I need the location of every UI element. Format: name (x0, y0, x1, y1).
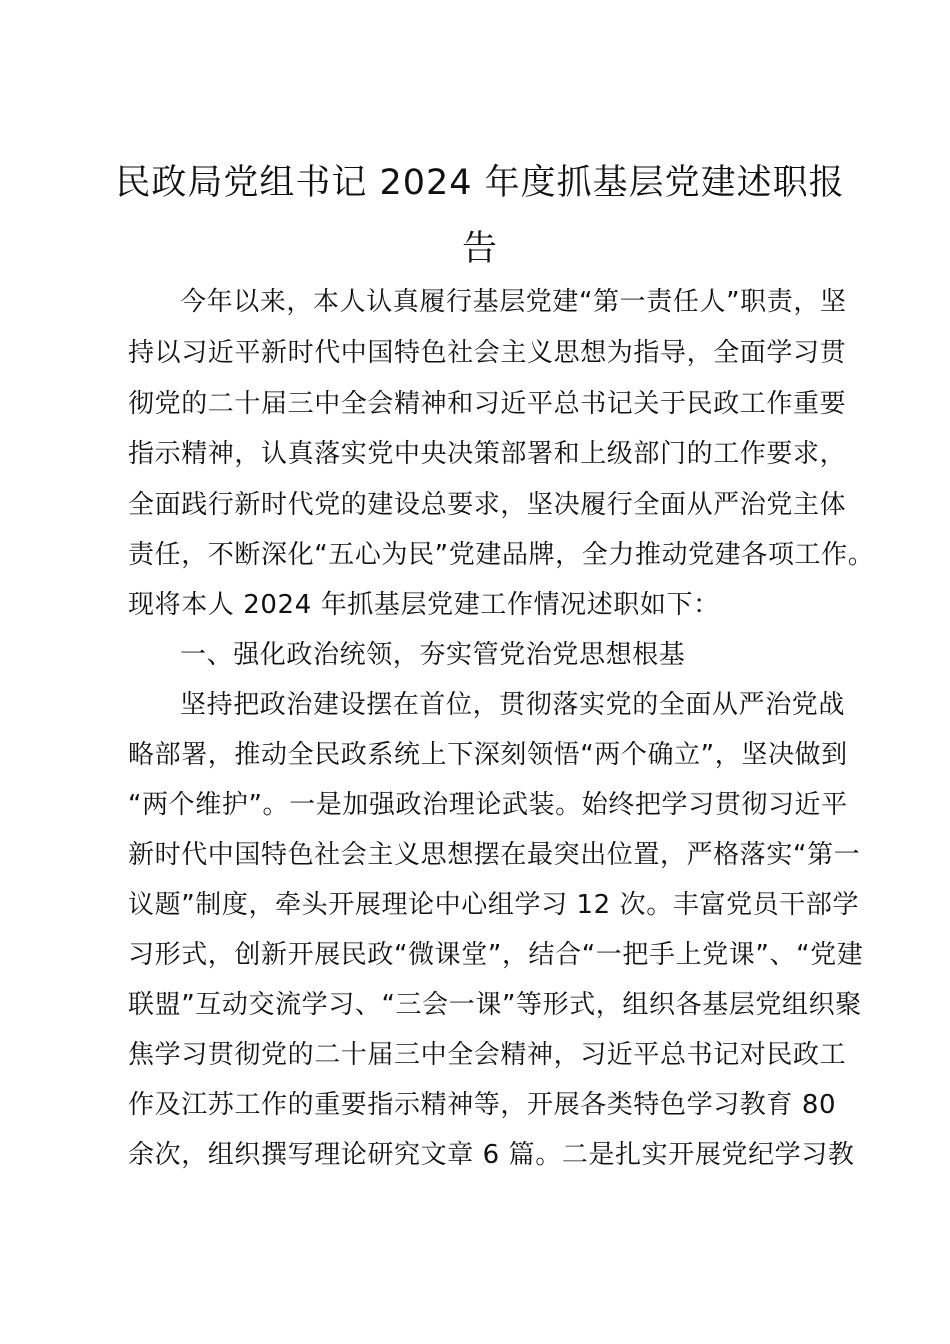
document-title-line-1: 民政局党组书记 2024 年度抓基层党建述职报 (115, 163, 845, 203)
body-line-5: 全面践行新时代党的建设总要求，坚决履行全面从严治党主体 (128, 490, 847, 520)
section-heading-1: 一、强化政治统领，夯实管党治党思想根基 (180, 640, 686, 670)
body-line-16: 焦学习贯彻党的二十届三中全会精神，习近平总书记对民政工 (128, 1040, 847, 1070)
body-line-1: 今年以来，本人认真履行基层党建“第一责任人”职责，坚 (180, 287, 847, 317)
body-line-10: 略部署，推动全民政系统上下深刻领悟“两个确立”，坚决做到 (128, 740, 848, 770)
document-title-line-2: 告 (461, 229, 498, 269)
body-line-13: 议题”制度，牵头开展理论中心组学习 12 次。丰富党员干部学 (128, 890, 860, 920)
body-line-14: 习形式，创新开展民政“微课堂”，结合“一把手上党课”、“党建 (128, 940, 864, 970)
body-line-3: 彻党的二十届三中全会精神和习近平总书记关于民政工作重要 (128, 389, 847, 419)
body-line-11: “两个维护”。一是加强政治理论武装。始终把学习贯彻习近平 (128, 790, 848, 820)
body-line-2: 持以习近平新时代中国特色社会主义思想为指导，全面学习贯 (128, 338, 847, 368)
body-line-15: 联盟”互动交流学习、“三会一课”等形式，组织各基层党组织聚 (128, 990, 862, 1020)
body-line-18: 余次，组织撰写理论研究文章 6 篇。二是扎实开展党纪学习教 (128, 1140, 855, 1170)
body-line-7: 现将本人 2024 年抓基层党建工作情况述职如下： (128, 590, 720, 620)
body-line-9: 坚持把政治建设摆在首位，贯彻落实党的全面从严治党战 (180, 690, 846, 720)
body-line-17: 作及江苏工作的重要指示精神等，开展各类特色学习教育 80 (128, 1090, 837, 1120)
body-line-6: 责任，不断深化“五心为民”党建品牌，全力推动党建各项工作。 (128, 540, 875, 570)
body-line-4: 指示精神，认真落实党中央决策部署和上级部门的工作要求， (128, 439, 847, 469)
body-line-12: 新时代中国特色社会主义思想摆在最突出位置，严格落实“第一 (128, 840, 861, 870)
